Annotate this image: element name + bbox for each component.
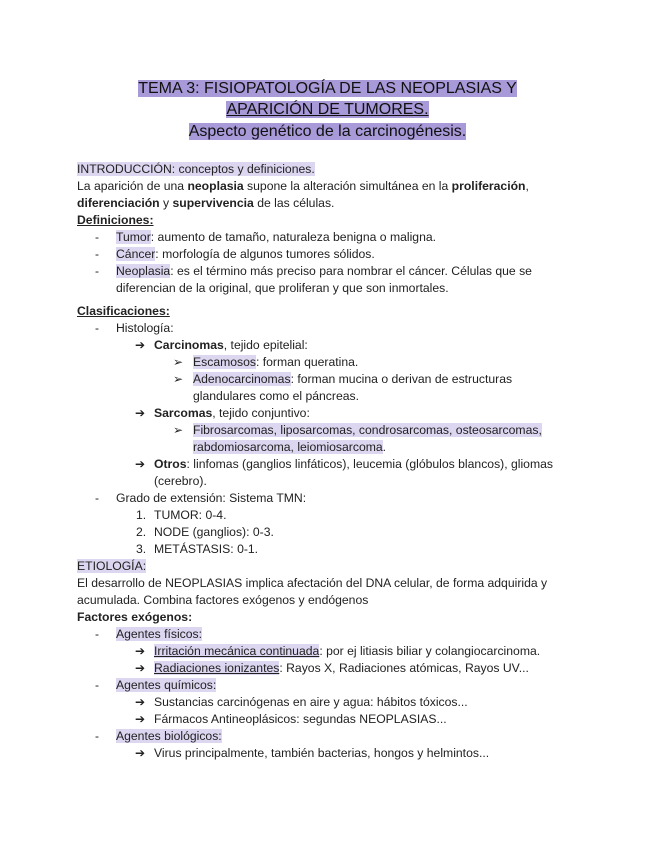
tmn-number: 2. [136,525,147,539]
arrow-icon: ➔ [135,746,146,760]
radiaciones-item: Radiaciones ionizantes: Rayos X, Radiaciones atómicas, Rayos UV... [154,661,529,675]
definicion-neoplasia: Neoplasia: es el término más preciso para nombrar el cáncer. Células que se [116,264,532,278]
tmn-item-node: NODE (ganglios): 0-3. [154,525,274,539]
arrow-icon: ➔ [135,661,146,675]
sarcomas-list-line-1: Fibrosarcomas, liposarcomas, condrosarcomas, osteosarcomas, [193,423,542,437]
adenocarcinomas-item-cont: glandulares como el páncreas. [193,389,359,403]
dash-marker: - [95,264,99,278]
dash-marker: - [95,491,99,505]
sarcomas-list-line-2: rabdomiosarcoma, leiomiosarcoma. [193,440,387,454]
etiologia-paragraph-line-1: El desarrollo de NEOPLASIAS implica afectación del DNA celular, de forma adquirida y [77,576,548,590]
etiologia-heading: ETIOLOGÍA: [77,559,147,573]
definicion-cancer: Cáncer: morfología de algunos tumores sólidos. [116,247,375,261]
dash-marker: - [95,230,99,244]
agentes-fisicos-item: Agentes físicos: [116,627,203,641]
title-line-1: TEMA 3: FISIOPATOLOGÍA DE LAS NEOPLASIAS Y [138,80,517,97]
irritacion-item: Irritación mecánica continuada: por ej litiasis biliar y colangiocarcinoma. [154,644,541,658]
arrow-icon: ➔ [135,406,146,420]
agentes-quimicos-item: Agentes químicos: [116,678,217,692]
escamosos-item: Escamosos: forman queratina. [193,355,359,369]
intro-paragraph-line-2: diferenciación y supervivencia de las células. [77,196,335,210]
dash-marker: - [95,729,99,743]
intro-paragraph-line-1: La aparición de una neoplasia supone la alteración simultánea en la proliferación, [77,179,529,193]
sub-arrow-icon: ➢ [173,372,184,386]
title-line-3: Aspecto genético de la carcinogénesis. [188,123,467,140]
otros-item-cont: (cerebro). [154,474,207,488]
definiciones-heading: Definiciones: [77,213,154,227]
tmn-item-metastasis: METÁSTASIS: 0-1. [154,542,259,556]
definicion-tumor: Tumor: aumento de tamaño, naturaleza benigna o maligna. [116,230,437,244]
virus-item: Virus principalmente, también bacterias, hongos y helmintos... [154,746,490,760]
sarcomas-item: Sarcomas, tejido conjuntivo: [154,406,310,420]
histologia-item: Histología: [116,321,174,335]
dash-marker: - [95,627,99,641]
arrow-icon: ➔ [135,644,146,658]
tmn-number: 1. [136,508,147,522]
extension-item: Grado de extensión: Sistema TMN: [116,491,307,505]
dash-marker: - [95,247,99,261]
dash-marker: - [95,321,99,335]
adenocarcinomas-item: Adenocarcinomas: forman mucina o derivan de estructuras [193,372,513,386]
arrow-icon: ➔ [135,338,146,352]
intro-heading: INTRODUCCIÓN: conceptos y definiciones. [77,162,315,176]
etiologia-paragraph-line-2: acumulada. Combina factores exógenos y endógenos [77,593,369,607]
tmn-number: 3. [136,542,147,556]
otros-item: Otros: linfomas (ganglios linfáticos), leucemia (glóbulos blancos), gliomas [154,457,553,471]
title-line-2: APARICIÓN DE TUMORES. [226,101,429,118]
factores-exogenos-heading: Factores exógenos: [77,610,193,624]
sub-arrow-icon: ➢ [173,355,184,369]
farmacos-item: Fármacos Antineoplásicos: segundas NEOPLASIAS... [154,712,447,726]
arrow-icon: ➔ [135,457,146,471]
carcinomas-item: Carcinomas, tejido epitelial: [154,338,308,352]
definicion-neoplasia-cont: diferencian de la original, que proliferan y que son inmortales. [116,281,449,295]
arrow-icon: ➔ [135,695,146,709]
arrow-icon: ➔ [135,712,146,726]
sustancias-item: Sustancias carcinógenas en aire y agua: hábitos tóxicos... [154,695,468,709]
agentes-biologicos-item: Agentes biológicos: [116,729,222,743]
clasificaciones-heading: Clasificaciones: [77,304,170,318]
tmn-item-tumor: TUMOR: 0-4. [154,508,227,522]
sub-arrow-icon: ➢ [173,423,184,437]
dash-marker: - [95,678,99,692]
